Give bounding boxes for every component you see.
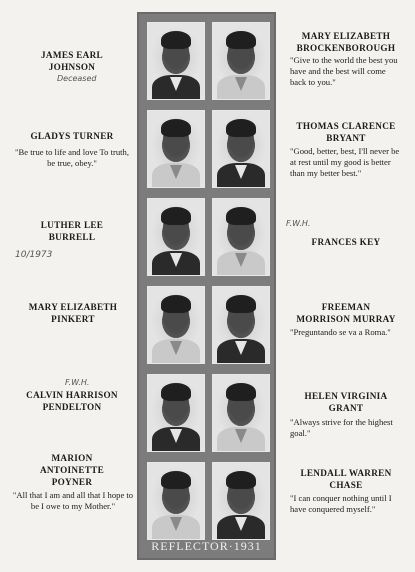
photo-mary-elizabeth-brockenborough [212,22,270,100]
photo-james-earl-johnson [147,22,205,100]
photo-frances-key [212,198,270,276]
photo-freeman-morrison-murray [212,286,270,364]
handwritten-signature-left: F.W.H. [65,378,90,387]
quote-lendall-chase: "I can conquer nothing until I have conquered myself." [290,493,392,514]
name-luther-lee-burrell: LUTHER LEE BURRELL [40,220,104,242]
quote-marion-poyner: "All that I am and all that I hope to be I owe to my Mother." [12,490,134,511]
photo-marion-antoinette-poyner [147,462,205,540]
quote-gladys-turner: "Be true to life and love To truth, be true, obey." [15,147,129,168]
name-helen-virginia-grant: HELEN VIRGINIA GRANT [304,391,388,413]
photo-thomas-clarence-bryant [212,110,270,188]
name-frances-key: FRANCES KEY [311,237,381,247]
name-thomas-clarence-bryant: THOMAS CLARENCE BRYANT [296,121,396,143]
handwritten-note-deceased: Deceased [57,74,97,83]
name-gladys-turner: GLADYS TURNER [30,131,114,141]
name-marion-antoinette-poyner: MARION ANTOINETTE POYNER [39,453,105,487]
handwritten-date: 10/1973 [15,250,53,260]
photo-helen-virginia-grant [212,374,270,452]
name-lendall-warren-chase: LENDALL WARREN CHASE [300,468,392,490]
quote-helen-grant: "Always strive for the highest goal." [290,417,393,438]
name-calvin-harrison-pendelton: CALVIN HARRISON PENDELTON [26,390,118,412]
name-freeman-morrison-murray: FREEMAN MORRISON MURRAY [296,302,396,324]
quote-freeman-murray: "Preguntando se va a Roma." [290,327,391,337]
photo-mary-elizabeth-pinkert [147,286,205,364]
photo-luther-lee-burrell [147,198,205,276]
photo-calvin-harrison-pendelton [147,374,205,452]
reflector-footer: REFLECTOR·1931 [151,539,262,553]
photo-gladys-turner [147,110,205,188]
name-james-earl-johnson: JAMES EARL JOHNSON [41,50,103,72]
quote-brockenborough: "Give to the world the best you have and the best will come back to you." [290,55,398,87]
name-mary-elizabeth-brockenborough: MARY ELIZABETH BROCKENBOROUGH [296,31,396,53]
handwritten-signature-right: F.W.H. [286,219,311,228]
photo-lendall-warren-chase [212,462,270,540]
name-mary-elizabeth-pinkert: MARY ELIZABETH PINKERT [28,302,118,324]
photo-strip [137,12,276,560]
quote-thomas-bryant: "Good, better, best, I'll never be at rest until my good is better than my better best." [290,146,400,178]
